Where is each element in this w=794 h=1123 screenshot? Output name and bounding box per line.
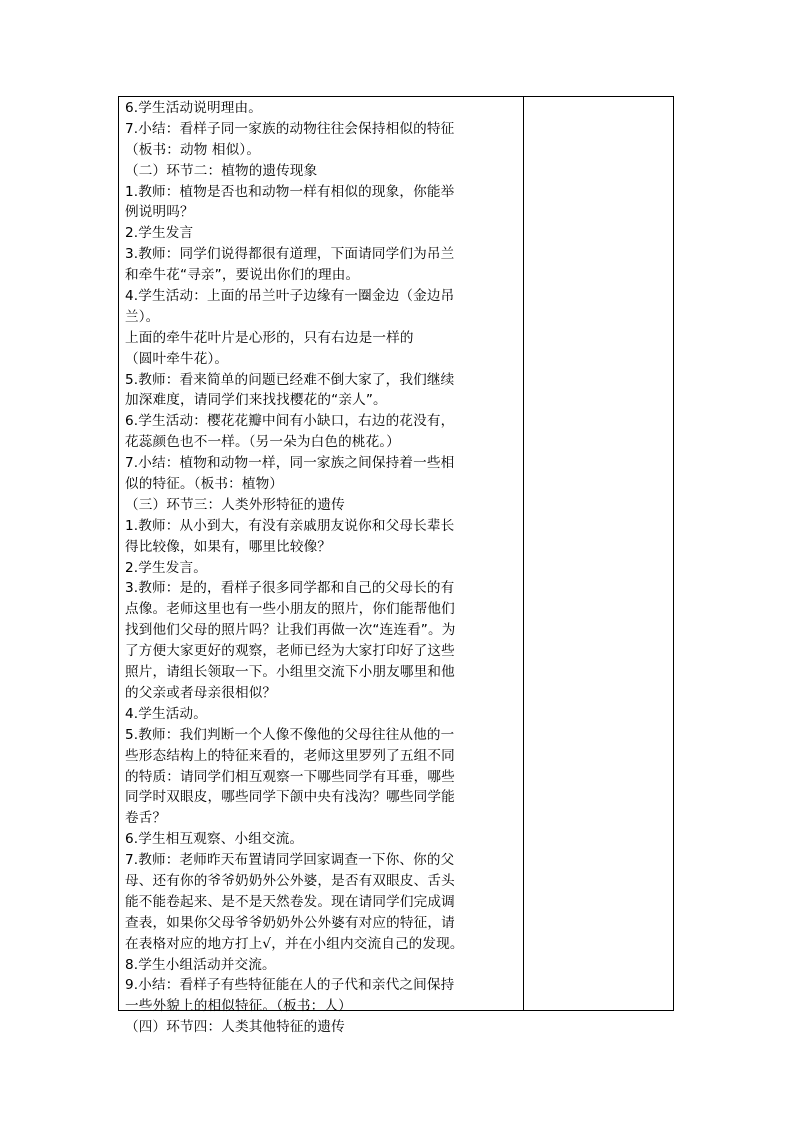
- content-line: 3.教师：是的，看样子很多同学都和自己的父母长的有: [125, 580, 455, 597]
- content-line: 1.教师：植物是否也和动物一样有相似的现象，你能举: [125, 183, 455, 200]
- content-line: 6.学生相互观察、小组交流。: [125, 831, 304, 848]
- content-line: 1.教师：从小到大，有没有亲戚朋友说你和父母长辈长: [125, 517, 455, 534]
- content-line: 查表，如果你父母爷爷奶奶外公外婆有对应的特征，请: [125, 914, 455, 931]
- content-line: 似的特征。（板书：植物）: [125, 476, 284, 493]
- content-line: 点像。老师这里也有一些小朋友的照片，你们能帮他们: [125, 601, 455, 618]
- content-line: 些形态结构上的特征来看的，老师这里罗列了五组不同: [125, 747, 455, 764]
- content-line: 5.教师：我们判断一个人像不像他的父母往往从他的一: [125, 726, 455, 743]
- lesson-plan-table: [118, 96, 674, 1036]
- content-line: 的特质：请同学们相互观察一下哪些同学有耳垂，哪些: [125, 768, 455, 785]
- content-line: 花蕊颜色也不一样。（另一朵为白色的桃花。）: [125, 434, 401, 451]
- notes-cell: [524, 97, 673, 1010]
- content-line: 7.教师：老师昨天布置请同学回家调查一下你、你的父: [125, 852, 455, 869]
- content-line: 一些外貌上的相似特征。（板书：人）: [125, 998, 352, 1015]
- content-line: 了方便大家更好的观察，老师已经为大家打印好了这些: [125, 643, 455, 660]
- content-line: 7.小结：看样子同一家族的动物往往会保持相似的特征: [125, 120, 455, 137]
- content-line: （四）环节四：人类其他特征的遗传: [125, 1019, 345, 1036]
- content-line: 照片，请组长领取一下。小组里交流下小朋友哪里和他: [125, 664, 455, 681]
- content-line: 8.学生小组活动并交流。: [125, 956, 276, 973]
- content-line: （三）环节三：人类外形特征的遗传: [125, 496, 345, 513]
- content-line: （二）环节二：植物的遗传现象: [125, 162, 318, 179]
- content-line: 9.小结：看样子有些特征能在人的子代和亲代之间保持: [125, 977, 455, 994]
- content-line: 和牵牛花“寻亲”，要说出你们的理由。: [125, 267, 360, 284]
- content-line: （板书：动物 相似）。: [125, 141, 261, 158]
- content-line: 4.学生活动。: [125, 705, 207, 722]
- content-line: 例说明吗？: [125, 204, 194, 221]
- content-line: 兰）。: [125, 308, 160, 325]
- content-line: 7.小结：植物和动物一样，同一家族之间保持着一些相: [125, 455, 455, 472]
- content-line: 卷舌？: [125, 810, 167, 827]
- content-line: 得比较像，如果有，哪里比较像？: [125, 538, 332, 555]
- content-line: 6.学生活动说明理由。: [125, 100, 262, 116]
- content-line: 母、还有你的爷爷奶奶外公外婆，是否有双眼皮、舌头: [125, 872, 455, 889]
- content-line: 的父亲或者母亲很相似？: [125, 684, 277, 701]
- content-line: 在表格对应的地方打上√，并在小组内交流自己的发现。: [125, 935, 464, 952]
- content-line: 2.学生发言。: [125, 559, 207, 576]
- content-line: 5.教师：看来简单的问题已经难不倒大家了，我们继续: [125, 371, 455, 388]
- content-line: 找到他们父母的照片吗？让我们再做一次“连连看”。为: [125, 622, 456, 639]
- content-line: 2.学生发言: [125, 225, 194, 242]
- content-line: 4.学生活动：上面的吊兰叶子边缘有一圈金边（金边吊: [125, 288, 455, 305]
- content-line: 上面的牵牛花叶片是心形的，只有右边是一样的: [125, 329, 414, 346]
- content-line: （圆叶牵牛花）。: [125, 350, 229, 367]
- lesson-content-cell: [119, 97, 524, 1036]
- content-line: 加深难度，请同学们来找找樱花的“亲人”。: [125, 392, 387, 409]
- content-line: 同学时双眼皮，哪些同学下颌中央有浅沟？哪些同学能: [125, 789, 455, 806]
- content-line: 3.教师：同学们说得都很有道理，下面请同学们为吊兰: [125, 246, 455, 263]
- content-line: 能不能卷起来、是不是天然卷发。现在请同学们完成调: [125, 893, 455, 910]
- content-line: 6.学生活动：樱花花瓣中间有小缺口，右边的花没有，: [125, 413, 455, 430]
